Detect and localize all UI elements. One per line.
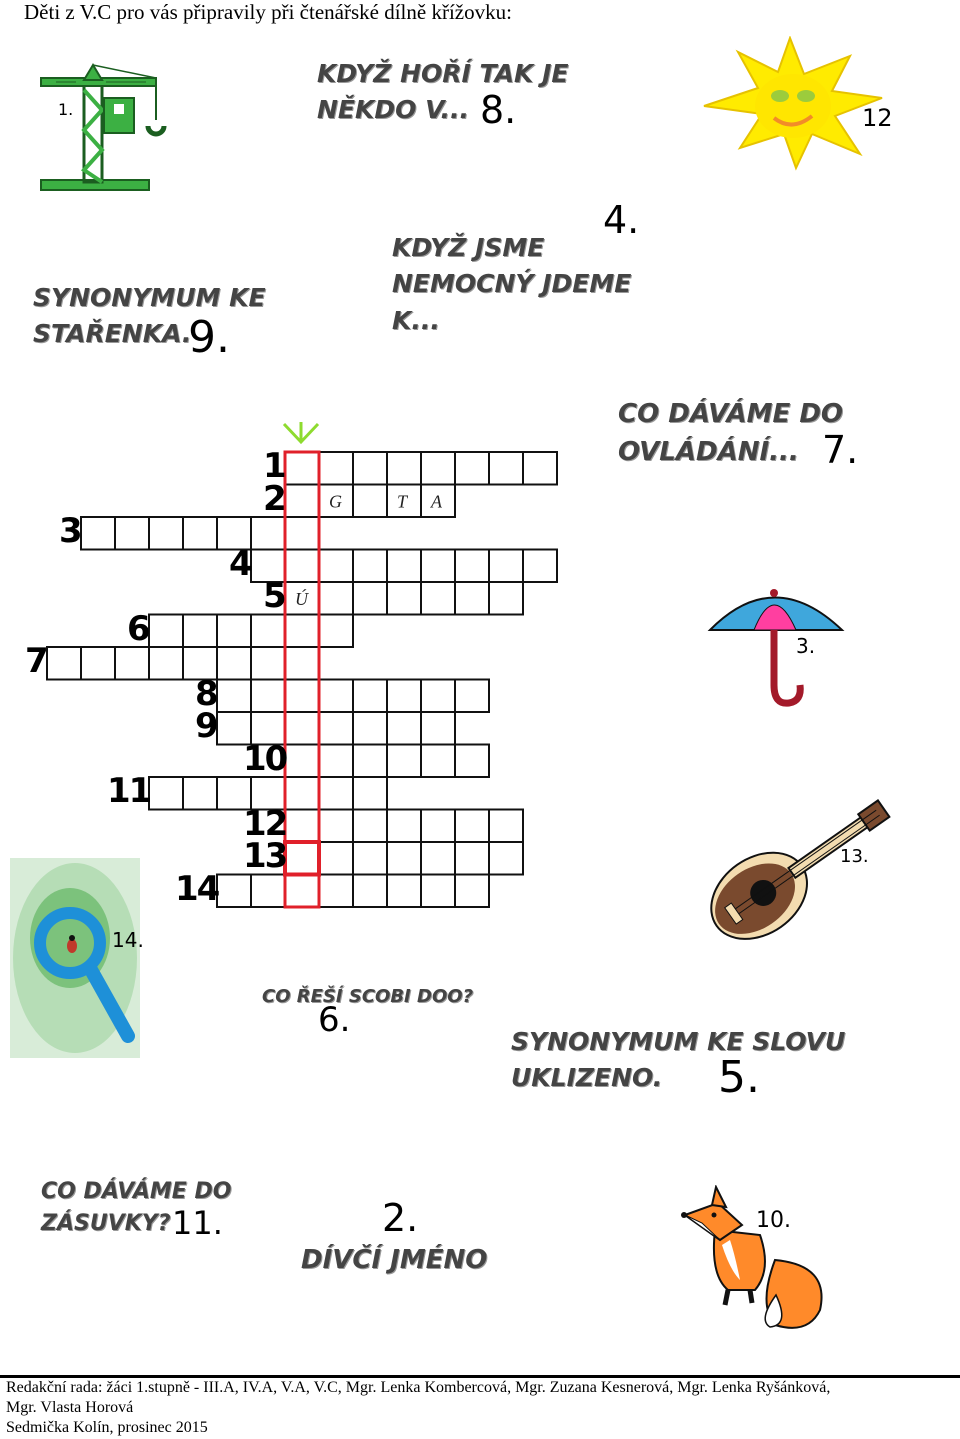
- grid-cell: [353, 582, 387, 615]
- grid-cell: [421, 745, 455, 778]
- row-number-4: 4: [229, 543, 251, 584]
- grid-cell: [455, 582, 489, 615]
- grid-cell: [149, 647, 183, 680]
- grid-cell: [353, 842, 387, 875]
- clue-5-text: SYNONYMUM KE SLOVU UKLIZENO.: [511, 1027, 846, 1093]
- grid-cell: [455, 842, 489, 875]
- row-number-3: 3: [59, 511, 81, 551]
- sun-number: 12: [862, 104, 893, 132]
- guitar-picture: [696, 790, 906, 950]
- row-number-10: 10: [243, 738, 287, 779]
- grid-cell: [353, 712, 387, 745]
- footer: [0, 1375, 960, 1439]
- clue-9-text: SYNONYMUM KE STAŘENKA.: [33, 283, 266, 349]
- grid-cell: [455, 810, 489, 843]
- clue-2-number: 2.: [382, 1196, 419, 1240]
- grid-cell: [489, 582, 523, 615]
- clue-8-text: KDYŽ HOŘÍ TAK JE NĚKDO V...: [317, 59, 569, 125]
- grid-cell: [319, 842, 353, 875]
- grid-cell: [353, 875, 387, 908]
- grid-cell: [387, 452, 421, 485]
- grid-cell: [421, 582, 455, 615]
- grid-cell: [217, 647, 251, 680]
- footer-editorial-line-2: Mgr. Vlasta Horová: [6, 1399, 134, 1416]
- grid-cell: [319, 452, 353, 485]
- grid-cell: [489, 550, 523, 583]
- grid-cell: [421, 842, 455, 875]
- grid-cell: [285, 452, 319, 485]
- umbrella-number: 3.: [796, 634, 816, 658]
- grid-cell: [319, 680, 353, 713]
- grid-cell: [523, 452, 557, 485]
- clue-11-number: 11.: [172, 1204, 223, 1242]
- grid-cell: [149, 517, 183, 550]
- grid-cell: [353, 745, 387, 778]
- grid-cell: [183, 517, 217, 550]
- grid-cell: [353, 680, 387, 713]
- page-title: Děti z V.C pro vás připravily při čtenářské dílně křížovku:: [24, 0, 512, 24]
- grid-cell: [387, 550, 421, 583]
- grid-cell: [455, 550, 489, 583]
- grid-cell: [285, 777, 319, 810]
- row-number-14: 14: [175, 868, 219, 909]
- clue-4-number: 4.: [603, 198, 640, 242]
- grid-cell: [217, 615, 251, 648]
- grid-cell: [455, 875, 489, 908]
- grid-cell: [421, 452, 455, 485]
- clue-9-number: 9.: [188, 312, 230, 363]
- solution-arrow-icon: [284, 422, 318, 442]
- grid-cell: [285, 875, 319, 908]
- grid-cell: [421, 810, 455, 843]
- grid-cell: [455, 745, 489, 778]
- footer-issue-line: Sedmička Kolín, prosinec 2015: [6, 1419, 208, 1436]
- clue-4-text: KDYŽ JSME NEMOCNÝ JDEME K...: [392, 233, 632, 335]
- row-number-11: 11: [107, 771, 151, 811]
- grid-cell: [251, 615, 285, 648]
- grid-letter: G: [329, 491, 342, 512]
- grid-cell: [285, 550, 319, 583]
- grid-cell: [285, 485, 319, 518]
- grid-cell: [149, 777, 183, 810]
- grid-cell: [251, 680, 285, 713]
- grid-cell: [47, 647, 81, 680]
- clue-7-number: 7.: [822, 428, 859, 472]
- row-number-5: 5: [263, 576, 285, 616]
- grid-cell: [421, 875, 455, 908]
- grid-cell: [183, 777, 217, 810]
- grid-cell: [353, 485, 387, 518]
- clue-2-text: DÍVČÍ JMÉNO: [301, 1245, 488, 1275]
- grid-cell: [285, 517, 319, 550]
- grid-cell: [149, 615, 183, 648]
- footer-editorial-line: Redakční rada: žáci 1.stupně - III.A, IV.A, V.A, V.C, Mgr. Lenka Kombercová, Mgr. Zuzana Kesnerová, Mgr. Lenka Ryšánková,: [6, 1379, 831, 1396]
- grid-cell: [285, 615, 319, 648]
- grid-cell: [353, 810, 387, 843]
- grid-cell: [217, 680, 251, 713]
- grid-cell: [81, 647, 115, 680]
- grid-cell: [387, 842, 421, 875]
- row-number-9: 9: [195, 706, 217, 746]
- grid-cell: [319, 712, 353, 745]
- row-number-13: 13: [243, 836, 287, 876]
- row-number-8: 8: [195, 673, 217, 714]
- row-number-2: 2: [263, 478, 285, 519]
- grid-cell: [285, 810, 319, 843]
- grid-letter: A: [431, 491, 442, 512]
- grid-cell: [455, 680, 489, 713]
- grid-cell: [251, 875, 285, 908]
- grid-cell: [421, 550, 455, 583]
- magnifier-number: 14.: [112, 928, 144, 952]
- clue-8-number: 8.: [480, 88, 517, 132]
- grid-cell: [115, 647, 149, 680]
- grid-letter: T: [397, 491, 408, 512]
- grid-cell: [285, 745, 319, 778]
- grid-cell: [387, 875, 421, 908]
- grid-cell: [489, 452, 523, 485]
- clue-6-text: CO ŘEŠÍ SCOBI DOO?: [262, 986, 474, 1007]
- grid-cell: [387, 745, 421, 778]
- grid-cell: [217, 875, 251, 908]
- grid-cell: [115, 517, 149, 550]
- clue-5-number: 5.: [718, 1052, 760, 1103]
- clue-6-number: 6.: [318, 1000, 351, 1040]
- grid-cell: [183, 615, 217, 648]
- grid-cell: [387, 680, 421, 713]
- grid-cell: [387, 810, 421, 843]
- grid-cell: [319, 550, 353, 583]
- grid-letter: Ú: [295, 589, 308, 609]
- grid-cell: [81, 517, 115, 550]
- grid-cell: [285, 647, 319, 680]
- grid-cell: [319, 582, 353, 615]
- row-number-12: 12: [243, 803, 287, 844]
- grid-cell: [421, 680, 455, 713]
- grid-cell: [353, 550, 387, 583]
- crane-picture: [36, 60, 171, 195]
- grid-cell: [523, 550, 557, 583]
- row-number-7: 7: [25, 641, 47, 681]
- sun-picture: [700, 36, 885, 171]
- crane-number: 1.: [58, 100, 74, 119]
- grid-cell: [285, 842, 319, 875]
- clue-7-text: CO DÁVÁME DO OVLÁDÁNÍ...: [618, 399, 844, 467]
- grid-cell: [387, 582, 421, 615]
- grid-cell: [387, 712, 421, 745]
- row-number-1: 1: [263, 446, 285, 486]
- grid-cell: [319, 615, 353, 648]
- grid-cell: [285, 680, 319, 713]
- grid-cell: [319, 810, 353, 843]
- grid-cell: [489, 842, 523, 875]
- grid-cell: [421, 712, 455, 745]
- grid-cell: [285, 712, 319, 745]
- grid-cell: [319, 745, 353, 778]
- guitar-number: 13.: [840, 846, 869, 867]
- grid-cell: [455, 452, 489, 485]
- clue-11-text: CO DÁVÁME DO ZÁSUVKY?: [41, 1179, 232, 1236]
- grid-cell: [319, 875, 353, 908]
- row-number-6: 6: [127, 608, 149, 649]
- crossword-grid: [0, 420, 600, 920]
- fox-number: 10.: [756, 1208, 791, 1233]
- grid-cell: [319, 777, 353, 810]
- grid-cell: [251, 517, 285, 550]
- umbrella-picture: [704, 585, 849, 715]
- grid-cell: [353, 452, 387, 485]
- grid-cell: [353, 777, 387, 810]
- grid-cell: [251, 647, 285, 680]
- grid-cell: [489, 810, 523, 843]
